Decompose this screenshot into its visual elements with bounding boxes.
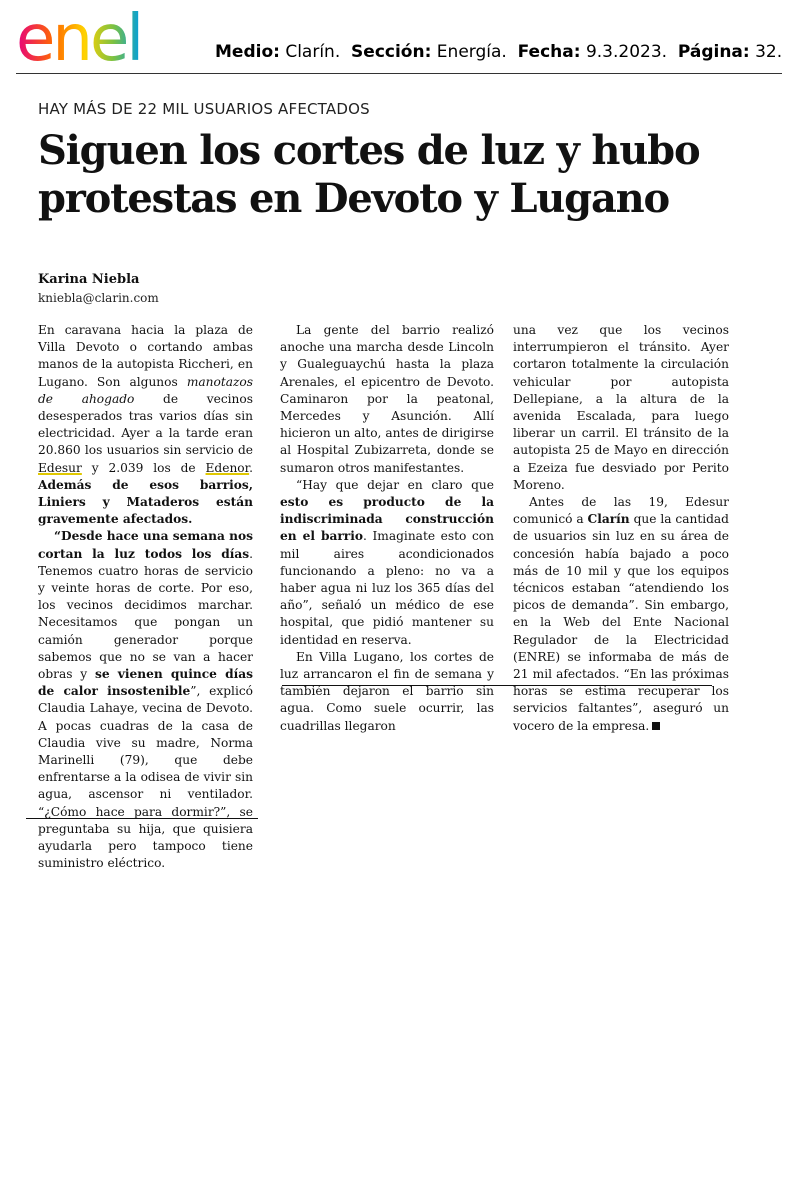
text-run: Antes de las 19, Edesur comunicó a [513, 495, 729, 527]
article-column-2 [280, 322, 494, 735]
text-run: y 2.039 los de [81, 460, 206, 475]
text-run: ”, explicó Claudia Lahaye, vecina de Devoto. A pocas cuadras de la casa de Claudia vive su madre, Norma Marinelli (79), que debe enfrentarse a la odisea de vivir sin agua, ascensor ni ventilador. “¿Cómo hace para dormir?”, se preguntaba su hija, que quisiera ayudarla pero tampoco tiene suministro eléctrico. [38, 684, 254, 871]
end-of-article-mark [652, 722, 660, 730]
article-kicker: HAY MÁS DE 22 MIL USUARIOS AFECTADOS [38, 100, 370, 118]
enel-logo-graphic [16, 6, 186, 66]
medio-label: Medio: [215, 42, 280, 62]
text-run: . Tenemos cuatro horas de servicio y veinte horas de corte. Por eso, los vecinos decidimos marchar. Necesitamos que pongan un camión generador porque sabemos que no se van a hacer obras y [38, 546, 253, 682]
logo-text: enel [16, 6, 142, 66]
highlighted-edesur: Edesur [38, 460, 82, 475]
paragraph [38, 322, 253, 528]
paragraph: una vez que los vecinos interrumpieron el tránsito. Ayer cortaron totalmente la circulación vehicular por autopista Dellepiane, a la altura de la avenida Escalada, para luego liberar un carril. El tránsito de la autopista 25 de Mayo en dirección a Ezeiza fue desviado por Perito Moreno. [513, 323, 729, 492]
author-email: kniebla@clarin.com [38, 291, 159, 305]
pagina-label: Página: [677, 42, 750, 62]
column-end-rule [282, 685, 712, 686]
article-column-1 [38, 322, 253, 873]
text-run: que la cantidad de usuarios sin luz en su área de concesión había bajado a poco más de 10 mil y que los equipos técnicos estaban “atendiendo los picos de demanda”. Sin embargo, en la Web del Ente Nacional Regulador de la Electricidad (ENRE) se informaba de más de 21 mil afectados. “En las próximas horas se estima recuperar los servicios faltantes”, aseguró un vocero de la empresa. [513, 512, 729, 733]
text-run: . [249, 460, 253, 475]
bold-text: Clarín [587, 512, 630, 527]
fecha-value: 9.3.2023. [585, 42, 668, 62]
medio-value: Clarín. [285, 42, 341, 62]
italic-text: manotazos de ahogado [38, 374, 253, 406]
bold-text: Además de esos barrios, Liniers y Mataderos están gravemente afectados. [38, 477, 253, 527]
source-metadata [215, 42, 782, 62]
paragraph [38, 528, 253, 872]
seccion-label: Sección: [351, 42, 432, 62]
paragraph: La gente del barrio realizó anoche una marcha desde Lincoln y Gualeguaychú hasta la plaza Arenales, el epicentro de Devoto. Caminaron por la peatonal, Mercedes y Asunción. Allí hicieron un alto, antes de dirigirse al Hospital Zubizarreta, donde se sumaron otros manifestantes. [280, 323, 494, 475]
paragraph: En Villa Lugano, los cortes de luz arrancaron el fin de semana y también dejaron el barrio sin agua. Como suele ocurrir, las cuadrillas llegaron [280, 649, 494, 733]
highlighted-edenor: Edenor [205, 460, 250, 475]
article-headline: Siguen los cortes de luz y hubo protestas en Devoto y Lugano [38, 127, 700, 222]
text-run: En caravana hacia la plaza de Villa Devoto o cortando ambas manos de la autopista Riccheri, en Lugano. Son algunos [38, 323, 253, 389]
enel-logo [16, 6, 186, 66]
header-divider [16, 73, 782, 74]
seccion-value: Energía. [436, 42, 507, 62]
column-end-rule [26, 818, 258, 819]
paragraph [513, 494, 729, 735]
bold-text: se vienen quince días de calor insostenible [38, 667, 254, 699]
pagina-value: 32. [755, 42, 783, 62]
article-column-3 [513, 322, 729, 735]
fecha-label: Fecha: [517, 42, 581, 62]
text-run: “Hay que dejar en claro que [296, 477, 494, 492]
text-run: de vecinos desesperados tras varios días sin electricidad. Ayer a la tarde eran 20.860 los usuarios sin servicio de [38, 391, 253, 458]
author-name: Karina Niebla [38, 272, 140, 287]
paragraph [280, 477, 494, 649]
bold-quote: “Desde hace una semana nos cortan la luz todos los días [38, 529, 254, 561]
bold-text: esto es producto de la indiscriminada construcción en el barrio [280, 495, 494, 544]
text-run: . Imaginate esto con mil aires acondicionados funcionando a pleno: no va a haber agua ni luz los 365 días del año”, señaló un médico de ese hospital, que pidió mantener su identidad en reserva. [280, 529, 494, 647]
